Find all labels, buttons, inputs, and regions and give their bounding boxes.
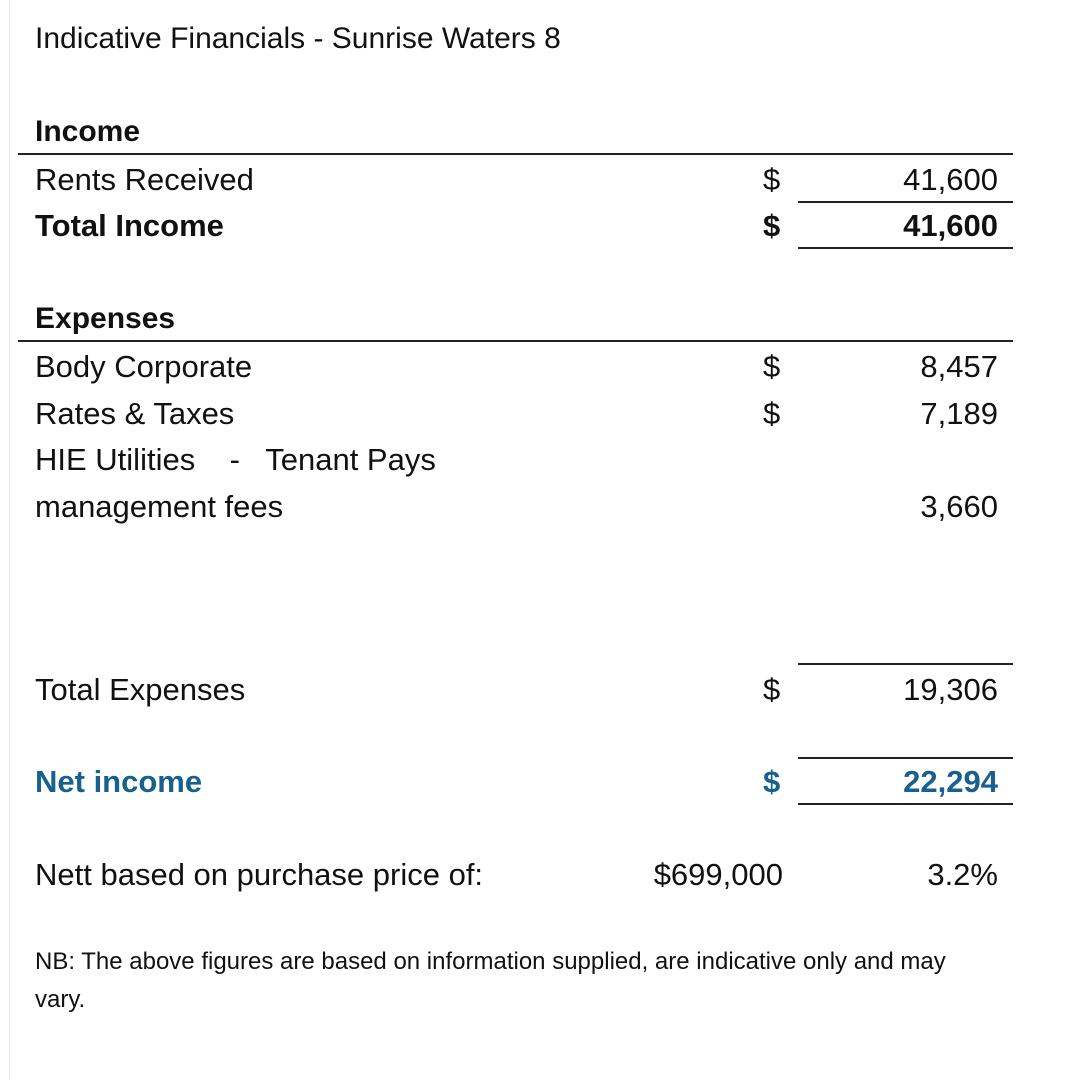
rents-received-currency: $: [763, 162, 781, 197]
rates-taxes-currency: $: [763, 396, 781, 431]
expenses-heading: Expenses: [35, 302, 176, 335]
income-heading: Income: [35, 115, 141, 148]
income-subtotal-rule: [798, 201, 1013, 203]
net-income-top-rule: [798, 757, 1013, 759]
rents-received-value: 41,600: [903, 162, 998, 197]
yield-percent: 3.2%: [927, 857, 998, 892]
net-income-value: 22,294: [903, 764, 998, 799]
total-expenses-rule: [798, 663, 1013, 665]
net-income-bottom-rule: [798, 803, 1013, 805]
net-income-currency: $: [763, 764, 781, 799]
purchase-price: $699,000: [653, 857, 783, 892]
body-corporate-value: 8,457: [920, 349, 998, 384]
rents-received-label: Rents Received: [35, 162, 254, 197]
management-fees-label: management fees: [35, 489, 284, 524]
page-title: Indicative Financials - Sunrise Waters 8: [35, 22, 561, 55]
expenses-heading-rule: [18, 340, 1013, 342]
total-expenses-currency: $: [763, 672, 781, 707]
disclaimer-note: NB: The above figures are based on information supplied, are indicative only and may vary.: [35, 948, 946, 1013]
yield-label: Nett based on purchase price of:: [35, 857, 484, 892]
body-corporate-label: Body Corporate: [35, 349, 253, 384]
rates-taxes-value: 7,189: [920, 396, 998, 431]
management-fees-value: 3,660: [920, 489, 998, 524]
income-heading-rule: [18, 153, 1013, 155]
body-corporate-currency: $: [763, 349, 781, 384]
rates-taxes-label: Rates & Taxes: [35, 396, 235, 431]
total-income-label: Total Income: [35, 208, 224, 243]
left-border: [9, 0, 10, 1080]
total-income-value: 41,600: [903, 208, 998, 243]
hie-utilities-label: HIE Utilities - Tenant Pays: [35, 442, 436, 477]
total-income-currency: $: [763, 208, 781, 243]
net-income-label: Net income: [35, 764, 203, 799]
total-expenses-value: 19,306: [903, 672, 998, 707]
total-expenses-label: Total Expenses: [35, 672, 246, 707]
total-income-underline: [798, 247, 1013, 249]
